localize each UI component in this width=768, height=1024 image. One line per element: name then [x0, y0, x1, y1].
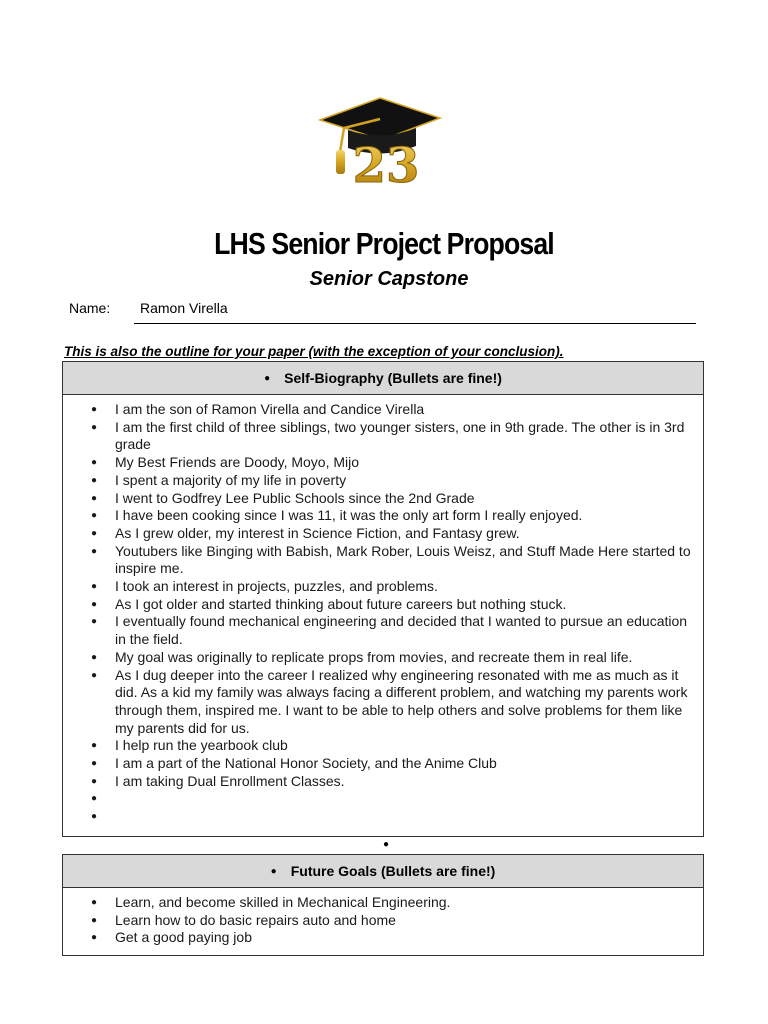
list-item: ● Learn how to do basic repairs auto and home [91, 912, 693, 930]
biography-header-label: Self-Biography (Bullets are fine!) [284, 370, 502, 386]
goals-box [62, 854, 704, 956]
name-label: Name: [69, 300, 111, 316]
list-item: ● My Best Friends are Doody, Moyo, Mijo [91, 454, 693, 472]
list-item: ● As I dug deeper into the career I realized why engineering resonated with me as much as it did. As a kid my family was always facing a different problem, and watching my parents work through them, inspired me. I want to be able to help others and solve problems for them like my parents did for us. [91, 667, 693, 738]
bullet-icon: ● [264, 372, 271, 384]
graduation-cap-23-icon [314, 90, 448, 196]
goals-header-label: Future Goals (Bullets are fine!) [290, 863, 496, 879]
goals-header [63, 855, 703, 888]
biography-box [62, 361, 704, 837]
list-item: ● I spent a majority of my life in poverty [91, 472, 693, 490]
svg-text:23: 23 [352, 138, 420, 194]
list-item: ● I took an interest in projects, puzzles, and problems. [91, 578, 693, 596]
bullet-icon: ● [270, 865, 277, 877]
list-item: ● As I got older and started thinking about future careers but nothing stuck. [91, 596, 693, 614]
outline-note: This is also the outline for your paper (with the exception of your conclusion). [64, 344, 564, 359]
list-item: ● I am the first child of three siblings, two younger sisters, one in 9th grade. The other is in 3rd grade [91, 419, 693, 454]
list-item: ● I am taking Dual Enrollment Classes. [91, 773, 693, 791]
goals-list [63, 888, 703, 947]
name-value: Ramon Virella [140, 300, 228, 316]
list-item [91, 808, 693, 826]
page-subtitle: Senior Capstone [309, 268, 469, 290]
list-item: ● Get a good paying job [91, 929, 693, 947]
list-item: ● Learn, and become skilled in Mechanical Engineering. [91, 894, 693, 912]
list-item: ● I am the son of Ramon Virella and Candice Virella [91, 401, 693, 419]
biography-header [63, 362, 703, 395]
list-item: ● I am a part of the National Honor Society, and the Anime Club [91, 755, 693, 773]
name-underline [134, 323, 696, 324]
biography-list [63, 395, 703, 826]
page-title: LHS Senior Project Proposal [214, 226, 554, 261]
list-item: ● I went to Godfrey Lee Public Schools since the 2nd Grade [91, 490, 693, 508]
list-item: ● As I grew older, my interest in Science Fiction, and Fantasy grew. [91, 525, 693, 543]
list-item: ● I have been cooking since I was 11, it was the only art form I really enjoyed. [91, 507, 693, 525]
list-item: ● I eventually found mechanical engineering and decided that I wanted to pursue an education in the field. [91, 613, 693, 648]
list-item [91, 790, 693, 808]
list-item: ● My goal was originally to replicate props from movies, and recreate them in real life. [91, 649, 693, 667]
list-item: ● Youtubers like Binging with Babish, Mark Rober, Louis Weisz, and Stuff Made Here started to inspire me. [91, 543, 693, 578]
bullet-icon: ● [383, 839, 390, 850]
list-item: ● I help run the yearbook club [91, 737, 693, 755]
